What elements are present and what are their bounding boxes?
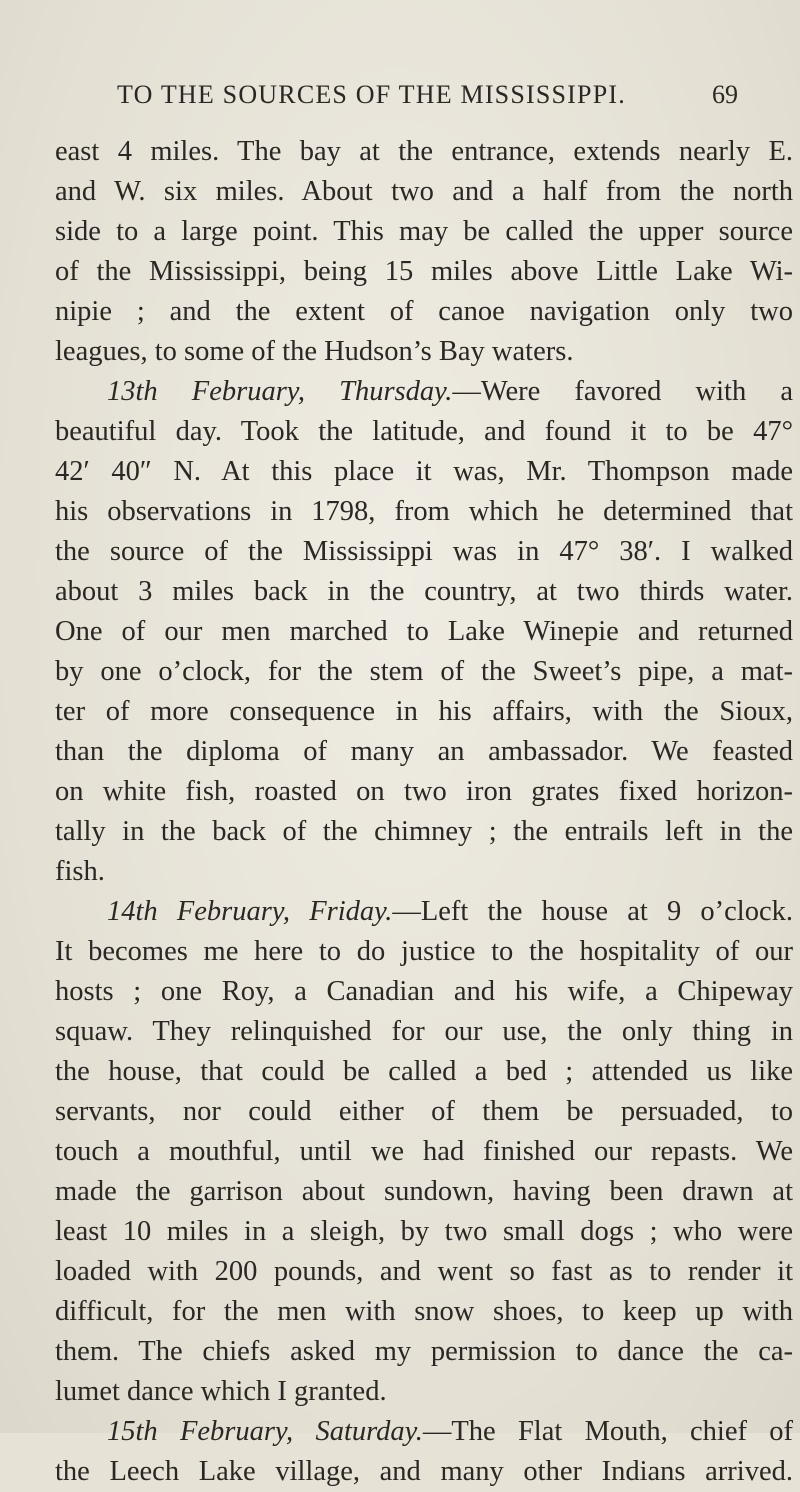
diary-entry-line [55,1412,793,1452]
text-line: by one o’clock, for the stem of the Sweet’s pipe, a mat- [55,656,793,687]
text-line: of the Mississippi, being 15 miles above Little Lake Wi- [55,256,793,287]
text-line: nipie ; and the extent of canoe navigation only two [55,296,793,327]
text-line: his observations in 1798, from which he determined that [55,496,793,527]
running-title: TO THE SOURCES OF THE MISSISSIPPI. [117,80,626,109]
text-line: One of our men marched to Lake Winepie and returned [55,616,793,647]
text-line: squaw. They relinquished for our use, the only thing in [55,1016,793,1047]
text-line: the house, that could be called a bed ; attended us like [55,1056,793,1087]
text-line: on white fish, roasted on two iron grates fixed horizon- [55,776,793,807]
text-line: than the diploma of many an ambassador. We feasted [55,736,793,767]
text-line: about 3 miles back in the country, at two thirds water. [55,576,793,607]
text-line: and W. six miles. About two and a half from the north [55,176,793,207]
text-line: beautiful day. Took the latitude, and found it to be 47° [55,416,793,447]
text-line: loaded with 200 pounds, and went so fast as to render it [55,1256,793,1287]
body-text [55,132,793,1492]
text-line: lumet dance which I granted. [55,1376,387,1407]
text-line: leagues, to some of the Hudson’s Bay waters. [55,336,574,367]
text-line: them. The chiefs asked my permission to dance the ca- [55,1336,793,1367]
text-line: ter of more consequence in his affairs, with the Sioux, [55,696,793,727]
text-line: It becomes me here to do justice to the hospitality of our [55,936,793,967]
text-line: tally in the back of the chimney ; the entrails left in the [55,816,793,847]
text-line: difficult, for the men with snow shoes, to keep up with [55,1296,793,1327]
text-line: hosts ; one Roy, a Canadian and his wife, a Chipeway [55,976,793,1007]
text-line: made the garrison about sundown, having been drawn at [55,1176,793,1207]
text-line: side to a large point. This may be called the upper source [55,216,793,247]
text-line: the Leech Lake village, and many other Indians arrived. [55,1456,793,1487]
page-number: 69 [712,80,738,109]
text-line: 42′ 40″ N. At this place it was, Mr. Thompson made [55,456,793,487]
diary-entry-line [55,892,793,932]
entry-text: —The Flat Mouth, chief of [422,1416,794,1447]
text-line: touch a mouthful, until we had finished our repasts. We [55,1136,793,1167]
text-line: fish. [55,856,105,887]
entry-date: 13th February, Thursday. [107,376,453,407]
text-line: the source of the Mississippi was in 47° 38′. I walked [55,536,793,567]
entry-text: —Left the house at 9 o’clock. [392,896,794,927]
entry-date: 14th February, Friday. [107,896,393,927]
text-line: least 10 miles in a sleigh, by two small dogs ; who were [55,1216,793,1247]
text-line: servants, nor could either of them be persuaded, to [55,1096,793,1127]
page-header [0,80,800,120]
diary-entry-line [55,372,793,412]
text-line: east 4 miles. The bay at the entrance, extends nearly E. [55,136,793,167]
entry-date: 15th February, Saturday. [107,1416,423,1447]
entry-text: —Were favored with a [452,376,793,407]
